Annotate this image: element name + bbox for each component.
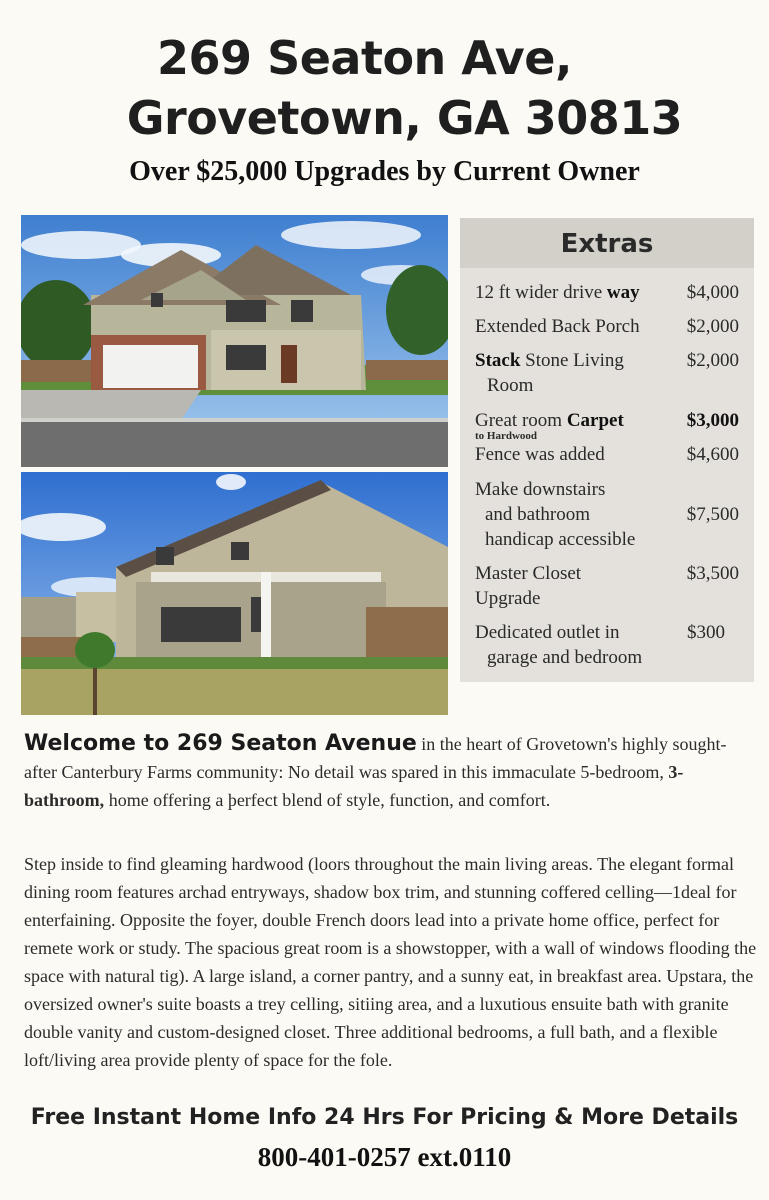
extras-row-master-closet <box>475 561 747 613</box>
extra-label-line1: Make downstairs <box>475 479 606 500</box>
extra-label-line2: and bathroom <box>485 504 591 525</box>
extra-label: Fence was added <box>475 444 605 465</box>
extra-label-bold: way <box>606 282 640 303</box>
extras-row-outlet <box>475 620 747 672</box>
address-line-2: Grovetown, GA 30813 <box>126 91 683 145</box>
extra-price: $2,000 <box>686 316 739 337</box>
upgrades-subtitle: Over $25,000 Upgrades by Current Owner <box>129 156 640 187</box>
welcome-heading: Welcome to 269 Seaton Avenue <box>24 731 417 756</box>
extra-label-line1: Dedicated outlet in <box>475 622 620 643</box>
extra-label-line2: Room <box>487 375 534 396</box>
extras-row-back-porch <box>475 314 747 342</box>
description-paragraph-2: Step inside to find gleaming hardwood (loors throughout the main living areas. The elegant formal dining room features archad entryways, shadow box trim, and stunning coffered celling—1deal for enterfaining. Opposite the foyer, double French doors lead into a private home office, perfect for remete work or study. The spacious great room is a showstopper, with a wall of windows flooding the space with natural tig). A large island, a corner pantry, and a sunny eat, in breakfast area. Upstara, the oversized owner's suite boasts a trey celling, sitiing area, and a luxutious ensuite bath with granite double vanity and custom-designed closet. Three additional bedrooms, a full bath, and a flexible loft/living area provide plenty of space for the fole. <box>24 854 757 1070</box>
extra-price: $3,500 <box>686 563 739 584</box>
description-text: home offering a þerfect blend of style, function, and comfort. <box>104 790 551 810</box>
extra-price: $300 <box>687 622 725 643</box>
extras-row-stack-stone <box>475 348 747 400</box>
extra-label: Great room <box>475 410 563 431</box>
footer-info-line: Free Instant Home Info 24 Hrs For Pricing & More Details <box>30 1105 739 1130</box>
extra-price: $2,000 <box>686 350 739 371</box>
extras-row-fence <box>475 442 747 470</box>
extra-price: $4,000 <box>686 282 739 303</box>
extra-price: $4,600 <box>686 444 739 465</box>
extra-label-bold: Carpet <box>566 410 624 431</box>
address-line-1: 269 Seaton Ave, <box>157 31 572 85</box>
extra-price: $3,000 <box>686 410 739 431</box>
extra-label-bold: Stack <box>475 350 521 371</box>
extra-label: 12 ft wider drive <box>475 282 603 303</box>
extra-label: Stone Living <box>525 350 624 371</box>
house-back-photo <box>21 472 448 715</box>
extras-panel <box>460 218 754 682</box>
extras-row-accessible <box>475 477 747 555</box>
extras-title: Extras <box>460 218 754 268</box>
extra-sublabel: to Hardwood <box>475 430 538 442</box>
extra-label: Extended Back Porch <box>475 316 640 337</box>
footer-phone: 800-401-0257 ext.0110 <box>257 1142 512 1172</box>
description-bold-text: 3-bathroom, <box>24 762 684 810</box>
extra-label-line3: handicap accessible <box>485 529 636 550</box>
extra-label-line2: Upgrade <box>475 588 541 609</box>
extra-label-line2: garage and bedroom <box>487 647 643 668</box>
extra-price: $7,500 <box>686 504 739 525</box>
extra-label-line1: Master Closet <box>475 563 582 584</box>
extras-row-driveway <box>475 280 747 308</box>
house-front-photo <box>21 215 448 467</box>
description-text: in the heart of Grovetown's highly sought-after Canterbury Farms community: No detail was spared in this immaculate 5-bedroom, <box>24 734 727 782</box>
description-paragraph-1 <box>24 730 754 814</box>
